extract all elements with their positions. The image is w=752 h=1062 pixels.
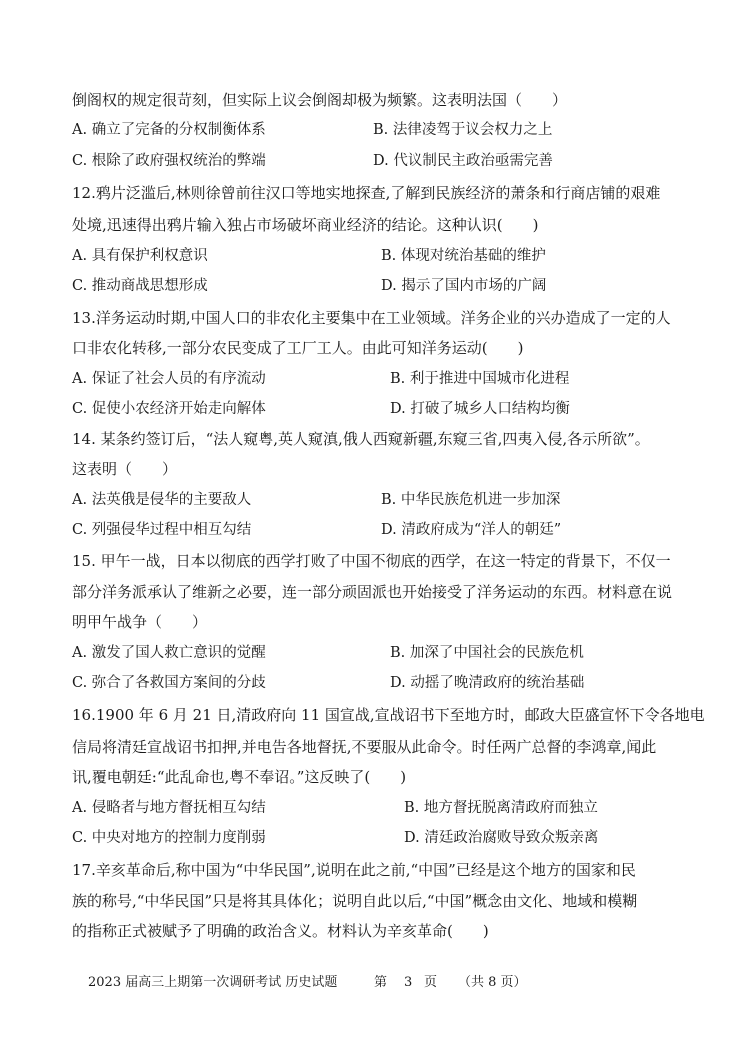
q16-option-a: A. 侵略者与地方督抚相互勾结 <box>72 800 266 816</box>
q12-option-d: D. 揭示了国内市场的广阔 <box>381 278 547 294</box>
q13-option-d: D. 打破了城乡人口结构均衡 <box>390 401 570 417</box>
q11-option-c: C. 根除了政府强权统治的弊端 <box>72 153 266 169</box>
footer-page-suffix: 页 <box>424 975 438 990</box>
q15-option-a: A. 激发了国人救亡意识的觉醒 <box>72 645 266 661</box>
q15-stem-line-1: 15. 甲午一战，日本以彻底的西学打败了中国不彻底的西学，在这一特定的背景下，不仅一 <box>72 552 671 570</box>
q16-stem-line-1: 16.1900 年 6 月 21 日,清政府向 11 国宣战,宣战诏书下至地方时，邮政大臣盛宣怀下令各地电 <box>72 706 705 724</box>
q16-stem-line-3: 讯,覆电朝廷:“此乱命也,粤不奉诏。”这反映了( ) <box>72 768 407 786</box>
q16-option-d: D. 清廷政治腐败导致众叛亲离 <box>404 830 599 846</box>
q17-stem-line-3: 的指称正式被赋予了明确的政治含义。材料认为辛亥革命( ) <box>72 922 489 940</box>
q17-stem-line-2: 族的称号,“中华民国”只是将其具体化；说明自此以后,“中国”概念由文化、地域和模糊 <box>72 892 638 910</box>
q12-stem-line-1: 12.鸦片泛滥后,林则徐曾前往汉口等地实地探查,了解到民族经济的萧条和行商店铺的艰难 <box>72 184 661 202</box>
q11-stem: 倒阁权的规定很苛刻，但实际上议会倒阁却极为频繁。这表明法国（ ） <box>72 91 568 109</box>
q12-option-b: B. 体现对统治基础的维护 <box>381 248 546 264</box>
q15-option-b: B. 加深了中国社会的民族危机 <box>390 645 584 661</box>
q12-option-a: A. 具有保护利权意识 <box>72 248 208 264</box>
q14-option-b: B. 中华民族危机进一步加深 <box>381 492 561 508</box>
q15-stem-line-2: 部分洋务派承认了维新之必要，连一部分顽固派也开始接受了洋务运动的东西。材料意在说 <box>72 583 673 601</box>
q11-option-b: B. 法律凌驾于议会权力之上 <box>373 122 553 138</box>
footer-total-pages: （共 8 页） <box>458 975 527 990</box>
q17-stem-line-1: 17.辛亥革命后,称中国为“中华民国”,说明在此之前,“中国”已经是这个地方的国家和民 <box>72 861 636 879</box>
q16-stem-line-2: 信局将清廷宣战诏书扣押,并电告各地督抚,不要服从此命令。时任两广总督的李鸿章,闻此 <box>72 738 657 756</box>
q14-option-a: A. 法英俄是侵华的主要敌人 <box>72 492 252 508</box>
q14-stem-line-1: 14. 某条约签订后，“法人窥粤,英人窥滇,俄人西窥新疆,东窥三省,四夷入侵,各示所欲”。 <box>72 430 650 448</box>
q15-stem-line-3: 明甲午战争（ ） <box>72 613 208 631</box>
q12-option-c: C. 推动商战思想形成 <box>72 278 208 294</box>
q13-option-c: C. 促使小农经济开始走向解体 <box>72 401 266 417</box>
q16-option-b: B. 地方督抚脱离清政府而独立 <box>404 800 598 816</box>
q15-option-c: C. 弥合了各救国方案间的分歧 <box>72 675 266 691</box>
q15-option-d: D. 动摇了晚清政府的统治基础 <box>390 675 585 691</box>
q16-option-c: C. 中央对地方的控制力度削弱 <box>72 830 266 846</box>
q14-stem-line-2: 这表明（ ） <box>72 460 178 478</box>
q12-stem-line-2: 处境,迅速得出鸦片输入独占市场破坏商业经济的结论。这种认识( ) <box>72 216 539 234</box>
q14-option-c: C. 列强侵华过程中相互勾结 <box>72 522 252 538</box>
q13-stem-line-1: 13.洋务运动时期,中国人口的非农化主要集中在工业领域。洋务企业的兴办造成了一定的人 <box>72 309 671 327</box>
q13-stem-line-2: 口非农化转移,一部分农民变成了工厂工人。由此可知洋务运动( ) <box>72 339 524 357</box>
footer-page-prefix: 第 <box>374 975 388 990</box>
q11-option-a: A. 确立了完备的分权制衡体系 <box>72 122 266 138</box>
q13-option-b: B. 利于推进中国城市化进程 <box>390 371 570 387</box>
q13-option-a: A. 保证了社会人员的有序流动 <box>72 371 266 387</box>
q11-option-d: D. 代议制民主政治亟需完善 <box>373 153 553 169</box>
footer-page-number: 3 <box>404 975 413 990</box>
footer-exam-title: 2023 届高三上期第一次调研考试 历史试题 <box>88 975 338 990</box>
q14-option-d: D. 清政府成为“洋人的朝廷” <box>381 522 562 538</box>
